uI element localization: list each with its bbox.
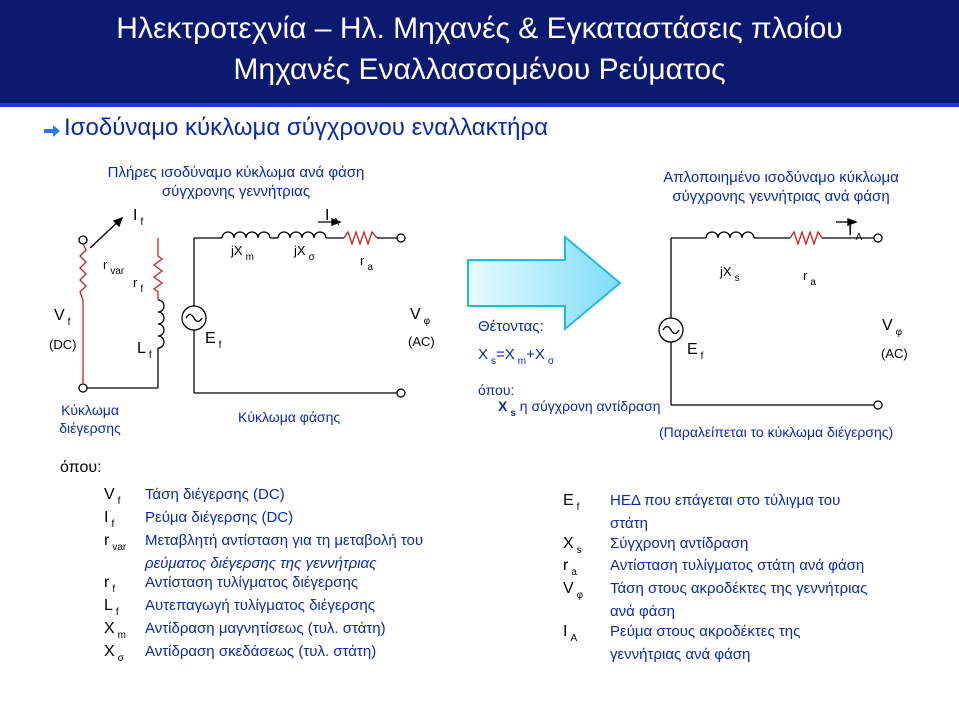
label-rf: r $_f$	[133, 275, 144, 295]
label-jxs: jX $_\sigma$	[294, 243, 315, 263]
omitted-note: (Παραλείπεται το κύκλωμα διέγερσης)	[659, 424, 894, 440]
legend-definition: Μεταβλητή αντίσταση για τη μεταβολή του	[145, 532, 424, 549]
legend-definition-cont: γεννήτριας ανά φάση	[610, 646, 751, 663]
legend-definition-cont: ρεύματος διέγερσης της γεννήτριας	[145, 555, 377, 572]
terminal-left-bottom	[79, 384, 87, 392]
label-if: I $_f$	[133, 207, 144, 228]
where-label: όπου:	[478, 382, 515, 398]
label-ef: E $_f$	[205, 330, 222, 351]
legend-definition-cont: ανά φάση	[610, 603, 676, 620]
slide-title: Ισοδύναμο κύκλωμα σύγχρονου εναλλακτήρα	[64, 114, 549, 141]
legend-symbol: I $_A$	[563, 623, 578, 644]
legend-symbol: V $_f$	[104, 486, 121, 507]
rvar-resistor	[80, 244, 86, 384]
legend-title: όπου:	[60, 459, 102, 476]
legend-symbol: E $_f$	[563, 492, 580, 513]
terminal-right-top	[874, 234, 882, 242]
left-caption: Πλήρες ισοδύναμο κύκλωμα ανά φάση σύγχρονης γεννήτριας	[107, 164, 365, 200]
label-vphi: V $_\varphi$	[410, 306, 431, 327]
phase-caption: Κύκλωμα φάσης	[238, 409, 341, 425]
legend-symbol: X $_s$	[563, 535, 582, 556]
ra-resistor	[344, 232, 377, 244]
label-ia: I $_A$	[325, 207, 340, 228]
label-ia-right: I $_A$	[848, 222, 863, 243]
right-caption: Απλοποιημένο ισοδύναμο κύκλωμα σύγχρονης γεννήτριας ανά φάση	[663, 169, 899, 205]
xs-equation: X $_s$=X $_m$+X $_\sigma$	[478, 346, 555, 367]
label-vphi-right: V $_\varphi$	[882, 317, 903, 338]
label-ra: r $_a$	[360, 253, 373, 273]
legend-definition: Αντίδραση σκεδάσεως (τυλ. στάτη)	[145, 643, 377, 660]
legend-symbol: r $_{var}$	[104, 532, 127, 553]
legend-definition-cont: στάτη	[610, 515, 648, 532]
header-title: Ηλεκτροτεχνία – Ηλ. Μηχανές & Εγκαταστάσεις πλοίου	[116, 12, 843, 45]
excitation-caption: Κύκλωμα διέγερσης	[59, 402, 121, 436]
label-vf: V $_f$	[54, 307, 71, 328]
jxm-coil	[222, 232, 270, 238]
ra-resistor-right	[790, 232, 822, 244]
label-ef-right: E $_f$	[687, 341, 704, 362]
legend-symbol: r $_a$	[563, 557, 577, 578]
label-rvar: r $_{var}$	[103, 257, 125, 277]
legend-definition: Τάση στους ακροδέκτες της γεννήτριας	[610, 580, 868, 597]
legend-symbol: I $_f$	[104, 509, 115, 530]
legend-definition: Αυτεπαγωγή τυλίγματος διέγερσης	[145, 597, 375, 614]
label-jxs-right: jX $_s$	[720, 264, 740, 284]
legend-definition: Αντίδραση μαγνητίσεως (τυλ. στάτη)	[145, 620, 386, 637]
terminal-phase-top	[397, 234, 405, 242]
legend-symbol: V $_\varphi$	[563, 580, 584, 601]
legend-definition: Τάση διέγερσης (DC)	[145, 486, 285, 503]
legend-definition: Ρεύμα στους ακροδέκτες της	[610, 623, 801, 640]
rf-resistor	[154, 238, 162, 300]
label-lf: L $_f$	[137, 340, 152, 361]
legend-definition: Αντίσταση τυλίγματος στάτη ανά φάση	[610, 557, 865, 574]
legend-definition: Ρεύμα διέγερσης (DC)	[145, 509, 294, 526]
jxs-coil	[278, 232, 326, 238]
legend-symbol: X $_\sigma$	[104, 643, 124, 664]
legend-definition: ΗΕΔ που επάγεται στο τύλιγμα του	[610, 492, 841, 509]
legend-symbol: r $_f$	[104, 574, 116, 595]
legend-definition: Σύγχρονη αντίδραση	[610, 535, 749, 552]
label-dc: (DC)	[49, 337, 77, 352]
jxs-coil-right	[706, 232, 754, 238]
label-ac: (AC)	[408, 334, 435, 349]
lf-coil	[158, 300, 164, 348]
terminal-right-bottom	[874, 401, 882, 409]
label-jxm: jX $_m$	[231, 243, 254, 263]
transform-arrow	[468, 237, 620, 329]
label-ac-right: (AC)	[881, 346, 908, 361]
terminal-left-top	[79, 236, 87, 244]
header-subtitle: Μηχανές Εναλλασσομένου Ρεύματος	[233, 53, 726, 86]
terminal-phase-bottom	[397, 389, 405, 397]
legend-symbol: X $_m$	[104, 620, 127, 641]
xs-definition: X $_s$ η σύγχρονη αντίδραση	[498, 398, 661, 419]
label-ra-right: r $_a$	[803, 268, 816, 288]
legend-definition: Αντίσταση τυλίγματος διέγερσης	[145, 574, 359, 591]
setting-label: Θέτοντας:	[478, 318, 544, 335]
legend-symbol: L $_f$	[104, 597, 119, 618]
